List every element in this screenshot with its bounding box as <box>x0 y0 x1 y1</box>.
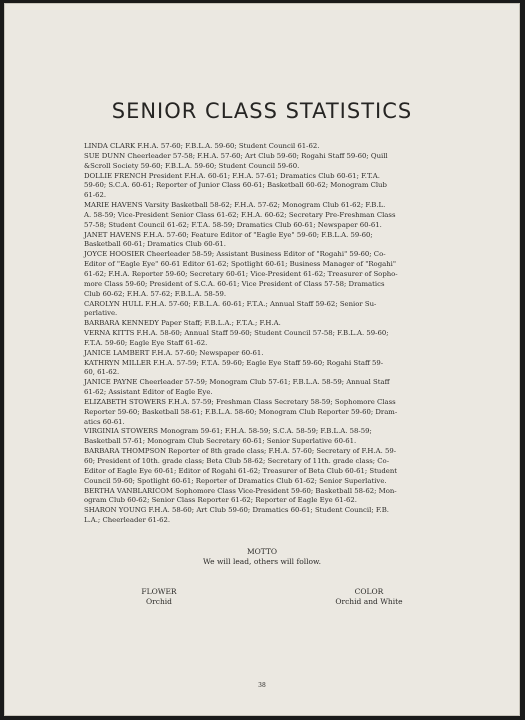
statistics-line: JANET HAVENS F.H.A. 57-60; Feature Editor of "Eagle Eye" 59-60; F.B.L.A. 59-60; <box>84 230 373 239</box>
statistics-line: DOLLIE FRENCH President F.H.A. 60-61; F.H.A. 57-61; Dramatics Club 60-61; F.T.A. <box>84 171 380 180</box>
class-color <box>309 587 429 607</box>
statistics-line: &Scroll Society 59-60; F.B.L.A. 59-60; Student Council 59-60. <box>84 161 300 170</box>
color-label: COLOR <box>354 587 384 596</box>
statistics-line: LINDA CLARK F.H.A. 57-60; F.B.L.A. 59-60; Student Council 61-62. <box>84 142 320 150</box>
statistics-line: BARBARA THOMPSON Reporter of 8th grade class; F.H.A. 57-60; Secretary of F.H.A. 59- <box>84 447 397 456</box>
statistics-line: JANICE LAMBERT F.H.A. 57-60; Newspaper 60-61. <box>84 348 264 357</box>
statistics-line: MARIE HAVENS Varsity Basketball 58-62; F.H.A. 57-62; Monogram Club 61-62; F.B.L. <box>84 201 386 210</box>
statistics-line: VERNA KITTS F.H.A. 58-60; Annual Staff 59-60; Student Council 57-58; F.B.L.A. 59-60; <box>84 329 389 338</box>
flower-label: FLOWER <box>141 587 177 596</box>
senior-statistics-list <box>84 142 441 526</box>
statistics-line: A. 58-59; Vice-President Senior Class 61-62; F.H.A. 60-62; Secretary Pre-Freshman Class <box>84 210 396 219</box>
page-number: 38 <box>258 682 266 689</box>
statistics-line: JOYCE HOOSIER Cheerleader 58-59; Assistant Business Editor of "Rogahi" 59-60; Co- <box>84 250 386 259</box>
color-value: Orchid and White <box>335 597 403 606</box>
statistics-line: 61-62; F.H.A. Reporter 59-60; Secretary 60-61; Vice-President 61-62; Treasurer of Sopho- <box>84 269 398 278</box>
statistics-line: Reporter 59-60; Basketball 58-61; F.B.L.A. 58-60; Monogram Club Reporter 59-60; Dram- <box>84 407 398 416</box>
statistics-line: Editor of "Eagle Eye" 60-61 Editor 61-62; Spotlight 60-61; Business Manager of "Rogahi" <box>84 260 397 269</box>
statistics-line: BARBARA KENNEDY Paper Staff; F.B.L.A.; F.T.A.; F.H.A. <box>84 319 281 328</box>
statistics-line: VIRGINIA STOWERS Monogram 59-61; F.H.A. 58-59; S.C.A. 58-59; F.B.L.A. 58-59; <box>84 427 372 436</box>
flower-value: Orchid <box>146 597 172 606</box>
statistics-line: 60, 61-62. <box>84 368 120 377</box>
motto-text: We will lead, others will follow. <box>203 557 321 566</box>
statistics-line: more Class 59-60; President of S.C.A. 60-61; Vice President of Class 57-58; Dramatics <box>84 279 385 288</box>
statistics-line: 60; President of 10th. grade class; Beta Club 58-62; Secretary of 11th. grade class; Co- <box>84 457 390 465</box>
statistics-line: 59-60; S.C.A. 60-61; Reporter of Junior Class 60-61; Basketball 60-62; Monogram Club <box>84 181 387 190</box>
statistics-line: KATHRYN MILLER F.H.A. 57-59; F.T.A. 59-60; Eagle Eye Staff 59-60; Rogahi Staff 59- <box>84 358 384 367</box>
statistics-line: 61-62. <box>84 191 107 200</box>
statistics-line: ogram Club 60-62; Senior Class Reporter 61-62; Reporter of Eagle Eye 61-62. <box>84 496 357 505</box>
statistics-line: 57-58; Student Council 61-62; F.T.A. 58-59; Dramatics Club 60-61; Newspaper 60-61. <box>84 220 382 229</box>
statistics-line: L.A.; Cheerleader 61-62. <box>84 516 171 525</box>
statistics-line: CAROLYN HULL F.H.A. 57-60; F.B.L.A. 60-61; F.T.A.; Annual Staff 59-62; Senior Su- <box>84 299 377 308</box>
statistics-line: atics 60-61. <box>84 417 125 426</box>
statistics-line: perlative. <box>84 309 118 318</box>
page-title: SENIOR CLASS STATISTICS <box>111 99 413 123</box>
statistics-line: 61-62; Assistant Editor of Eagle Eye. <box>84 388 213 397</box>
statistics-line: JANICE PAYNE Cheerleader 57-59; Monogram Club 57-61; F.B.L.A. 58-59; Annual Staff <box>84 378 390 387</box>
statistics-line: ELIZABETH STOWERS F.H.A. 57-59; Freshman Class Secretary 58-59; Sophomore Class <box>84 397 396 406</box>
statistics-line: Basketball 57-61; Monogram Club Secretary 60-61; Senior Superlative 60-61. <box>84 437 357 446</box>
statistics-line: BERTHA VANBLARICOM Sophomore Class Vice-President 59-60; Basketball 58-62; Mon- <box>84 486 397 495</box>
statistics-line: Editor of Eagle Eye 60-61; Editor of Rogahi 61-62; Treasurer of Beta Club 60-61; Student <box>84 466 398 475</box>
yearbook-page <box>4 3 520 716</box>
statistics-line: SUE DUNN Cheerleader 57-58; F.H.A. 57-60; Art Club 59-60; Rogahi Staff 59-60; Quill <box>84 151 388 160</box>
statistics-line: Council 59-60; Spotlight 60-61; Reporter of Dramatics Club 61-62; Senior Superlative. <box>84 476 387 485</box>
statistics-line: F.T.A. 59-60; Eagle Eye Staff 61-62. <box>84 338 208 347</box>
statistics-line: Club 60-62; F.H.A. 57-62; F.B.L.A. 58-59. <box>84 289 227 298</box>
class-flower <box>99 587 219 607</box>
motto-label: MOTTO <box>246 547 278 556</box>
statistics-line: Basketball 60-61; Dramatics Club 60-61. <box>84 240 226 249</box>
statistics-line: SHARON YOUNG F.H.A. 58-60; Art Club 59-60; Dramatics 60-61; Student Council; F.B. <box>84 506 389 515</box>
